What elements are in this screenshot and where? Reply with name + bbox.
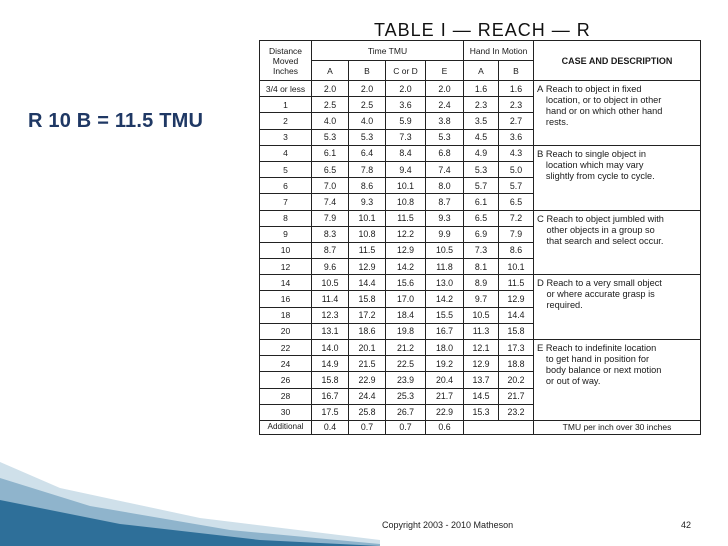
distance-cell: 3 [260,129,312,145]
tmu-cell: 21.2 [386,340,426,356]
tmu-cell: 14.2 [426,291,464,307]
tmu-cell: 9.7 [464,291,499,307]
case-text: Reach to object in fixed location, or to object in other hand or on which other hand rests. [545,84,663,127]
case-text: Reach to object jumbled with other objects in a group so that search and select occur. [546,213,664,246]
tmu-cell: 23.2 [499,404,534,420]
tmu-cell: 6.5 [499,194,534,210]
tmu-cell: 11.5 [499,275,534,291]
tmu-cell: 2.5 [312,97,349,113]
tmu-cell: 20.2 [499,372,534,388]
tmu-cell: 7.2 [499,210,534,226]
tmu-cell: 13.0 [426,275,464,291]
case-description-e [534,340,701,421]
side-label: R 10 B = 11.5 TMU [28,110,204,132]
tmu-cell: 2.0 [386,81,426,97]
additional-value: 0.7 [349,420,386,434]
tmu-cell: 10.1 [349,210,386,226]
tmu-cell: 3.5 [464,113,499,129]
tmu-cell: 22.9 [349,372,386,388]
tmu-cell: 23.9 [386,372,426,388]
distance-cell: 1 [260,97,312,113]
tmu-cell: 15.6 [386,275,426,291]
tmu-cell: 8.4 [386,145,426,161]
case-letter: A [537,84,544,95]
tmu-cell: 11.4 [312,291,349,307]
case-text: Reach to single object in location which may vary slightly from cycle to cycle. [545,148,655,181]
tmu-cell: 20.1 [349,340,386,356]
tmu-cell: 10.1 [499,259,534,275]
tmu-cell: 19.8 [386,323,426,339]
header-col-e: E [426,61,464,81]
tmu-cell: 17.2 [349,307,386,323]
tmu-cell: 8.1 [464,259,499,275]
tmu-cell: 4.9 [464,145,499,161]
tmu-cell: 12.2 [386,226,426,242]
tmu-cell: 16.7 [426,323,464,339]
tmu-cell: 16.7 [312,388,349,404]
tmu-cell: 18.6 [349,323,386,339]
tmu-cell: 2.0 [312,81,349,97]
tmu-cell: 12.3 [312,307,349,323]
tmu-cell: 9.3 [426,210,464,226]
tmu-cell: 4.0 [349,113,386,129]
tmu-cell: 9.6 [312,259,349,275]
table-title: TABLE I — REACH — R [374,20,591,40]
tmu-cell: 2.7 [499,113,534,129]
case-letter: D [537,278,544,290]
tmu-cell: 11.8 [426,259,464,275]
tmu-cell: 6.8 [426,145,464,161]
distance-cell: 10 [260,242,312,258]
tmu-cell: 6.5 [312,161,349,177]
tmu-cell: 9.9 [426,226,464,242]
table-row [260,81,701,97]
distance-cell: 2 [260,113,312,129]
tmu-cell: 13.1 [312,323,349,339]
tmu-cell: 2.3 [499,97,534,113]
tmu-cell: 8.7 [426,194,464,210]
tmu-cell: 6.4 [349,145,386,161]
tmu-cell: 6.9 [464,226,499,242]
header-col-motion-a: A [464,61,499,81]
tmu-cell: 8.9 [464,275,499,291]
tmu-cell: 5.3 [312,129,349,145]
tmu-cell: 7.9 [499,226,534,242]
header-case-description: CASE AND DESCRIPTION [534,41,701,81]
tmu-cell: 3.8 [426,113,464,129]
header-hand-in-motion: Hand In Motion [464,41,534,61]
tmu-cell: 14.4 [499,307,534,323]
tmu-cell: 21.7 [499,388,534,404]
tmu-cell: 7.4 [312,194,349,210]
tmu-cell: 21.5 [349,356,386,372]
case-text: Reach to a very small object or where accurate grasp is required. [546,278,662,311]
tmu-cell: 11.5 [349,242,386,258]
additional-blank [464,420,534,434]
distance-cell: 18 [260,307,312,323]
distance-cell: 8 [260,210,312,226]
header-col-b: B [349,61,386,81]
case-description-a [534,81,701,146]
tmu-cell: 17.0 [386,291,426,307]
table-row [260,275,701,291]
tmu-cell: 10.8 [386,194,426,210]
tmu-cell: 3.6 [386,97,426,113]
distance-cell: 16 [260,291,312,307]
tmu-cell: 10.5 [312,275,349,291]
reach-table [259,40,701,435]
tmu-cell: 14.4 [349,275,386,291]
tmu-cell: 1.6 [499,81,534,97]
distance-cell: 12 [260,259,312,275]
header-col-cd: C or D [386,61,426,81]
tmu-cell: 7.3 [464,242,499,258]
tmu-cell: 14.0 [312,340,349,356]
tmu-cell: 18.0 [426,340,464,356]
tmu-cell: 4.5 [464,129,499,145]
tmu-cell: 17.3 [499,340,534,356]
table-row [260,145,701,161]
tmu-cell: 22.9 [426,404,464,420]
table-row [260,210,701,226]
tmu-cell: 8.3 [312,226,349,242]
tmu-cell: 5.3 [464,161,499,177]
tmu-cell: 10.8 [349,226,386,242]
tmu-cell: 12.9 [349,259,386,275]
header-distance: Distance Moved Inches [260,41,312,81]
additional-value: 0.7 [386,420,426,434]
tmu-cell: 2.0 [426,81,464,97]
tmu-cell: 14.2 [386,259,426,275]
tmu-cell: 13.7 [464,372,499,388]
additional-row [260,420,701,434]
distance-cell: 7 [260,194,312,210]
distance-cell: 5 [260,161,312,177]
case-text: Reach to indefinite location to get hand in position for body balance or next motion or out of way. [545,343,662,386]
tmu-cell: 8.7 [312,242,349,258]
distance-cell: 14 [260,275,312,291]
tmu-cell: 15.8 [499,323,534,339]
tmu-cell: 12.9 [464,356,499,372]
tmu-cell: 2.5 [349,97,386,113]
tmu-cell: 7.8 [349,161,386,177]
case-letter: E [537,343,544,354]
copyright-text: Copyright 2003 - 2010 Matheson [382,520,514,530]
tmu-cell: 18.4 [386,307,426,323]
tmu-cell: 24.4 [349,388,386,404]
tmu-cell: 8.6 [499,242,534,258]
additional-value: 0.4 [312,420,349,434]
tmu-cell: 11.3 [464,323,499,339]
tmu-cell: 2.3 [464,97,499,113]
tmu-cell: 11.5 [386,210,426,226]
tmu-cell: 14.5 [464,388,499,404]
tmu-cell: 6.1 [312,145,349,161]
tmu-cell: 3.6 [499,129,534,145]
tmu-cell: 7.9 [312,210,349,226]
tmu-cell: 8.6 [349,178,386,194]
tmu-cell: 6.1 [464,194,499,210]
tmu-cell: 7.0 [312,178,349,194]
footer-decoration [0,448,380,546]
tmu-cell: 1.6 [464,81,499,97]
distance-cell: 20 [260,323,312,339]
tmu-cell: 12.9 [386,242,426,258]
tmu-cell: 5.7 [464,178,499,194]
case-description-d [534,275,701,340]
distance-cell: 4 [260,145,312,161]
case-letter: C [537,213,544,225]
tmu-cell: 5.3 [349,129,386,145]
tmu-cell: 9.4 [386,161,426,177]
tmu-cell: 25.3 [386,388,426,404]
tmu-cell: 25.8 [349,404,386,420]
tmu-cell: 15.5 [426,307,464,323]
case-description-b [534,145,701,210]
distance-cell: 9 [260,226,312,242]
distance-cell: 24 [260,356,312,372]
header-time-tmu: Time TMU [312,41,464,61]
additional-value: 0.6 [426,420,464,434]
distance-cell: 6 [260,178,312,194]
tmu-cell: 17.5 [312,404,349,420]
distance-cell: 28 [260,388,312,404]
case-letter: B [537,148,544,160]
tmu-cell: 14.9 [312,356,349,372]
tmu-cell: 21.7 [426,388,464,404]
tmu-cell: 5.0 [499,161,534,177]
tmu-cell: 8.0 [426,178,464,194]
distance-cell: 3/4 or less [260,81,312,97]
tmu-cell: 15.8 [349,291,386,307]
tmu-cell: 4.3 [499,145,534,161]
tmu-cell: 2.4 [426,97,464,113]
tmu-cell: 19.2 [426,356,464,372]
table-row [260,340,701,356]
tmu-cell: 4.0 [312,113,349,129]
additional-label: Additional [260,420,312,434]
tmu-cell: 15.8 [312,372,349,388]
tmu-cell: 20.4 [426,372,464,388]
additional-note: TMU per inch over 30 inches [534,420,701,434]
case-description-c [534,210,701,275]
tmu-cell: 10.5 [464,307,499,323]
tmu-cell: 12.1 [464,340,499,356]
tmu-cell: 7.3 [386,129,426,145]
tmu-cell: 5.7 [499,178,534,194]
tmu-cell: 5.3 [426,129,464,145]
page-number: 42 [681,520,692,530]
tmu-cell: 15.3 [464,404,499,420]
header-col-motion-b: B [499,61,534,81]
distance-cell: 22 [260,340,312,356]
tmu-cell: 6.5 [464,210,499,226]
tmu-cell: 9.3 [349,194,386,210]
tmu-cell: 18.8 [499,356,534,372]
tmu-cell: 7.4 [426,161,464,177]
header-col-a: A [312,61,349,81]
distance-cell: 30 [260,404,312,420]
tmu-cell: 10.5 [426,242,464,258]
tmu-cell: 5.9 [386,113,426,129]
tmu-cell: 26.7 [386,404,426,420]
tmu-cell: 2.0 [349,81,386,97]
distance-cell: 26 [260,372,312,388]
tmu-cell: 10.1 [386,178,426,194]
tmu-cell: 12.9 [499,291,534,307]
tmu-cell: 22.5 [386,356,426,372]
